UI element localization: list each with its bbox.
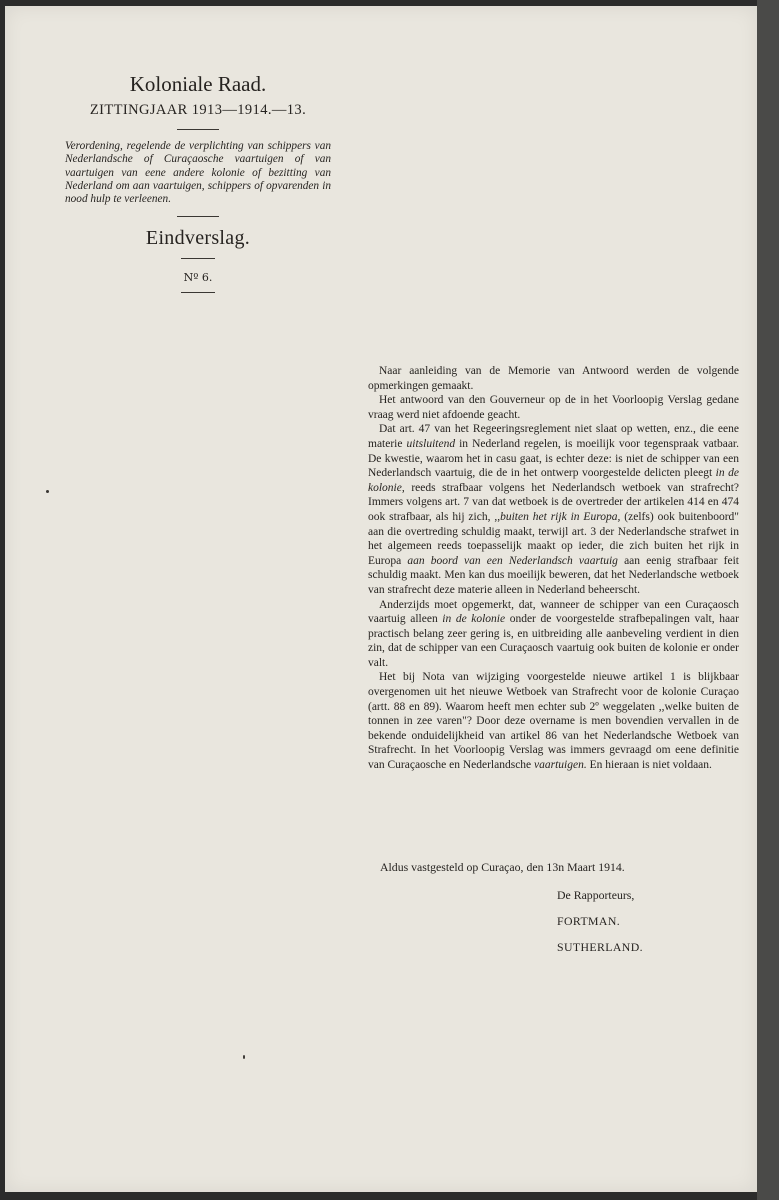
paragraph-text: in Nederland regelen, is moeilijk voor tegenspraak vatbaar. De kwestie, waarom het in casu gaat, is echter deze: is niet de schipper van een Nederlandsch vaartuig, die de in het ontwerp voorgestelde delicten pleegt [368, 437, 739, 480]
emphasis-text: buiten het rijk in Europa, [500, 510, 621, 523]
rapporteur-name: SUTHERLAND. [557, 940, 643, 954]
rapporteurs-label: De Rapporteurs, [557, 888, 635, 902]
session-year: ZITTINGJAAR 1913—1914.—13. [89, 102, 307, 119]
paragraph-text: Het bij Nota van wijziging voorgestelde nieuwe artikel 1 is blijkbaar overgenomen uit het nieuwe Wetboek van Strafrecht voor de kolonie Curaçao (artt. 88 en 89). Waarom heeft men echter sub 2º weggelaten ,,welke buiten de tonnen in zee varen"? Door deze overname is men bovendien vervallen in de bekende onduidelijkheid van artikel 86 van het Nederlandsche Wetboek van Strafrecht. In het Voorloopig Verslag was immers gevraagd om eene definitie van Curaçaosche en Nederlandsche [368, 671, 739, 772]
paper-speck [243, 1055, 245, 1059]
paragraph [368, 364, 739, 393]
paragraph [368, 393, 739, 422]
ordinance-description: Verordening, regelende de verplichting van schippers van Nederlandsche of Curaçaosche vaartuigen of van vaartuigen van eene andere kolonie of bezitting van Nederland om aan vaartuigen, schippers of opvarenden in nood hulp te verleenen. [65, 140, 331, 205]
report-title: Eindverslag. [145, 227, 251, 250]
paragraph-text: (zelfs) ook buitenboord" aan die overtreding schuldig maakt, terwijl art. 3 der Nederlandsche strafwet in het algemeen reeds toepasselijk maakt op ieder, die zich buiten het rijk in Europa [368, 510, 739, 567]
emphasis-text: uitsluitend [406, 437, 456, 450]
paragraph-text: Het antwoord van den Gouverneur op de in het Voorloopig Verslag gedane vraag werd niet afdoende geacht. [368, 394, 739, 421]
rapporteur-name: FORTMAN. [557, 914, 621, 928]
emphasis-text: in de kolonie [442, 613, 506, 626]
signatures [557, 888, 747, 966]
paragraph-text: Anderzijds moet opgemerkt, dat, wanneer de schipper van een Curaçaosch vaartuig alleen [368, 598, 739, 626]
place-date: Aldus vastgesteld op Curaçao, den 13n Maart 1914. [380, 860, 625, 874]
document-header [57, 72, 339, 303]
paper-speck [46, 490, 49, 493]
emphasis-text: aan boord van een Nederlandsch vaartuig [407, 554, 618, 567]
document-page [5, 6, 757, 1192]
divider [177, 216, 219, 217]
divider [181, 292, 215, 293]
paragraph-text: Naar aanleiding van de Memorie van Antwoord werden de volgende opmerkingen gemaakt. [368, 365, 739, 392]
page-edge [757, 0, 779, 1200]
paragraph-text: reeds strafbaar volgens het Nederlandsch wetboek van strafrecht? Immers volgens art. 7 van dat wetboek is de overtreder der artikelen 414 en 474 ook strafbaar, als hij zich, ,, [368, 481, 739, 523]
divider [181, 258, 215, 259]
document-number: Nº 6. [183, 271, 213, 285]
report-body [368, 364, 739, 773]
paragraph-text: En hieraan is niet voldaan. [586, 759, 712, 772]
paragraph [368, 670, 739, 772]
emphasis-text: in de kolonie, [368, 467, 739, 494]
council-title: Koloniale Raad. [129, 72, 267, 96]
paragraph [368, 598, 739, 671]
paragraph-text: onder de voorgestelde strafbepalingen valt, haar practisch belang zeer gering is, en uitbreiding alle aanbeveling verdient in dien zin, dat de schipper van een Curaçaosch vaartuig ook buiten de kolonie er onder valt. [368, 613, 739, 669]
emphasis-text: vaartuigen. [534, 759, 587, 772]
paragraph-text: aan eenig strafbaar feit schuldig maakt. Men kan dus moeilijk beweren, dat het Nederlandsche wetboek van strafrecht deze materie alleen in Nederland beheerscht. [368, 554, 739, 596]
divider [177, 129, 219, 130]
paragraph [368, 422, 739, 597]
paragraph-text: Dat art. 47 van het Regeeringsreglement niet slaat op wetten, enz., die eene materie [368, 423, 739, 450]
